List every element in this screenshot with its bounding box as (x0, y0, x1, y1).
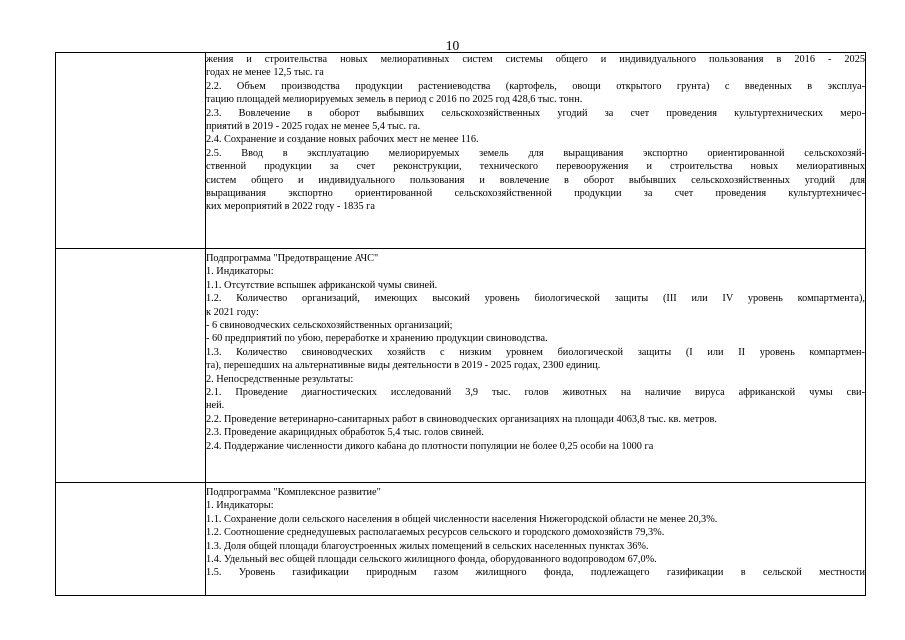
text-line: 2.3. Вовлечение в оборот выбывших сельскохозяйственных угодий за счет проведения культуртехнических меро- (206, 107, 865, 119)
text-line: 1.3. Количество свиноводческих хозяйств с низким уровнем биологической защиты (I или II уровень компартмен- (206, 346, 865, 358)
text-line: 1.2. Соотношение среднедушевых располагаемых ресурсов сельского и городского домохозяйств 79,3%. (206, 527, 665, 539)
section-cell-asf-prevention (206, 249, 866, 483)
text-line: 1. Индикаторы: (206, 266, 274, 278)
text-line: 2.2. Проведение ветеринарно-санитарных работ в свиноводческих организациях на площади 4063,8 тыс. кв. метров. (206, 413, 717, 425)
text-line: ких мероприятий в 2022 году - 1835 га (206, 201, 375, 213)
table-row (56, 249, 866, 483)
text-line: жения и строительства новых мелиоративных систем системы общего и индивидуального пользования в 2016 - 2025 (206, 54, 865, 65)
text-line: 2.4. Поддержание численности дикого кабана до плотности популяции не более 0,25 особи на 1000 га (206, 440, 654, 452)
text-line: Подпрограмма "Предотвращение АЧС" (206, 253, 379, 264)
text-line: 2.3. Проведение акарицидных обработок 5,4 тыс. голов свиней. (206, 427, 484, 439)
text-line: 1.2. Количество организаций, имеющих высокий уровень биологической защиты (III или IV уровень компартмента), (206, 293, 865, 305)
text-line: 1.4. Удельный вес общей площади сельского жилищного фонда, оборудованного водопроводом 67,0%. (206, 554, 657, 566)
text-line: систем общего и индивидуального пользования и вовлечение в оборот выбывших сельскохозяйственных угодий для (206, 174, 865, 186)
text-line: 2.2. Объем производства продукции растениеводства (картофель, овощи открытого грунта) с введенных в эксплуа- (206, 80, 865, 92)
text-line: та), перешедших на альтернативные виды деятельности в 2019 - 2025 годах, 2300 единиц. (206, 360, 601, 372)
section-cell-complex-development (206, 483, 866, 596)
text-line: приятий в 2019 - 2025 годах не менее 5,4 тыс. га. (206, 121, 421, 133)
section-cell-melioration (206, 53, 866, 249)
text-line: - 6 свиноводческих сельскохозяйственных организаций; (206, 320, 453, 332)
text-line: 2. Непосредственные результаты: (206, 373, 354, 385)
text-line: ственной продукции за счет реконструкции, технического перевооружения и строительства новых мелиоративных (206, 161, 865, 173)
text-line: тацию площадей мелиорируемых земель в период с 2016 по 2025 год 428,6 тыс. тонн. (206, 94, 583, 106)
program-table (55, 52, 866, 596)
left-column-cell (56, 53, 206, 249)
text-line: 1. Индикаторы: (206, 500, 274, 512)
text-line: 1.1. Отсутствие вспышек африканской чумы свиней. (206, 279, 438, 291)
table-row (56, 53, 866, 249)
text-line: 2.1. Проведение диагностических исследований 3,9 тыс. голов животных на наличие вируса африканской чумы сви- (206, 387, 865, 399)
text-line: ней. (206, 400, 225, 412)
text-line: Подпрограмма "Комплексное развитие" (206, 487, 381, 498)
left-column-cell (56, 249, 206, 483)
text-line: 1.3. Доля общей площади благоустроенных жилых помещений в сельских населенных пунктах 36%. (206, 540, 649, 552)
page-number: 10 (445, 38, 460, 53)
text-line: к 2021 году: (206, 306, 259, 318)
text-line: 1.1. Сохранение доли сельского населения в общей численности населения Нижегородской области не менее 20,3%. (206, 513, 718, 525)
text-line: 1.5. Уровень газификации природным газом жилищного фонда, подлежащего газификации в сельской местности (206, 567, 865, 579)
table-row (56, 483, 866, 596)
text-line: 2.5. Ввод в эксплуатацию мелиорируемых земель для выращивания экспортно ориентированной сельскохозяй- (206, 147, 865, 159)
text-line: выращивания экспортно ориентированной сельскохозяйственной продукции за счет проведения культуртехничес- (206, 188, 865, 200)
text-line: годах не менее 12,5 тыс. га (206, 67, 324, 79)
left-column-cell (56, 483, 206, 596)
text-line: 2.4. Сохранение и создание новых рабочих мест не менее 116. (206, 134, 479, 146)
text-line: - 60 предприятий по убою, переработке и хранению продукции свиноводства. (206, 333, 548, 345)
